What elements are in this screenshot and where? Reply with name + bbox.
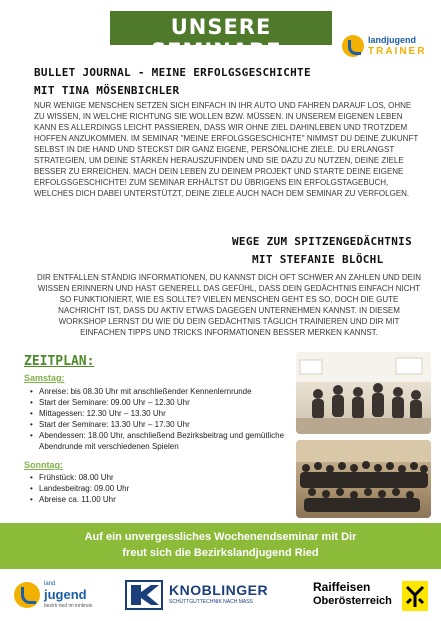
photo-group-silhouettes	[296, 440, 431, 518]
sponsor-raiffeisen	[313, 578, 433, 616]
sponsor-landjugend	[12, 576, 102, 616]
seminar2-description: DIR ENTFALLEN STÄNDIG INFORMATIONEN, DU KANNST DICH OFT SCHWER AN ZAHLEN UND DEIN WISSEN ERINNERN UND HAST GENERELL DAS GEFÜHL, DASS DEIN GEDÄCHTNIS EINFACH NICHT SO FUNKTIONIERT, WIE ES SOLLTE? VIELEN MENSCHEN GEHT ES SO, DOCH DIE GUTE NACHRICHT IST, DASS DU AKTIV ETWAS DAGEGEN UNTERNEHMEN KANNST. IN DIESEM WORKSHOP LERNST DU WIE DU DEIN GEDÄCHTNIS TÄGLICH TRAINIEREN UND DIR MIT EINFACHEN TIPPS UND TRICKS INFORMATIONEN BESSER MERKEN KANNST.	[36, 273, 422, 337]
page-title: UNSERE SEMINARE:	[151, 15, 291, 63]
seminar1-description: NUR WENIGE MENSCHEN SETZEN SICH EINFACH IN IHR AUTO UND FAHREN DARAUF LOS, OHNE ZU WISSEN, IN WELCHE RICHTUNG SIE WOLLEN BZW. MÜSSEN. IN UNSEREM EIGENEN LEBEN KANN ES ALLERDINGS LEICHT PASSIEREN, DASS WIR OHNE ZIEL DAHINLEBEN UND TROTZDEM HOFFEN ANZUKOMMEN. IM SEMINAR "MEINE ERFOLGSGESCHICHTE" NIMMST DU DEINE ZUKUNFT SELBST IN DIE HAND UND STECKST DIR GANZ EIGENE, PERSÖNLICHE ZIELE. DU ERLANGST STRATEGIEN, UM DEINE STÄRKEN HERAUSZUFINDEN UND SIE DAZU ZU NUTZEN, DEINE ZIELE BESSER ZU ERREICHEN. MACH DEIN LEBEN ZU DEINEM PROJEKT UND STARTE DEINE EIGENE ERFOLGSGESCHICHTE! ZUM SEMINAR ERHÄLTST DU ÜBRIGENS EIN ERFOLGSTAGEBUCH, WELCHES DICH DABEI UNTERSTÜTZT, DEINE ZIELE AUCH NACH DEM SEMINAR ZU VERFOLGEN.	[34, 101, 419, 198]
list-item: • Start der Seminare: 09.00 Uhr – 12.30 Uhr	[30, 397, 285, 408]
photo-people-silhouettes	[296, 352, 431, 434]
landjugend-trainer-logo	[342, 33, 427, 63]
sunday-label: Sonntag:	[24, 460, 63, 470]
list-item: • Abendessen: 18.00 Uhr, anschließend Bezirksbeitrag und gemütliche Abendrunde mit verschiedenen Spielen	[30, 430, 285, 452]
list-item: • Mittagessen: 12.30 Uhr – 13.30 Uhr	[30, 408, 285, 419]
list-item: • Start der Seminare: 13.30 Uhr – 17.30 Uhr	[30, 419, 285, 430]
saturday-schedule	[30, 386, 285, 452]
sponsor-knoblinger	[125, 580, 285, 614]
landjugend-tagline: bezirk ried im innkreis	[44, 603, 93, 609]
seminar1-trainer: MIT TINA MÖSENBICHLER	[34, 84, 180, 97]
raiffeisen-region: Oberösterreich	[313, 595, 392, 607]
knoblinger-logo-icon	[125, 580, 163, 610]
seminar-group-photo-indoor	[296, 352, 431, 434]
banner-line-2: freut sich die Bezirkslandjugend Ried	[122, 547, 319, 559]
saturday-label: Samstag:	[24, 373, 65, 383]
seminar1-title: BULLET JOURNAL - MEINE ERFOLGSGESCHICHTE	[34, 66, 311, 79]
landjugend-small-text: land	[44, 581, 56, 587]
headline-banner	[110, 11, 332, 63]
trainer-logo-top-text: landjugend	[368, 35, 416, 45]
landjugend-wordmark: jugend	[44, 587, 87, 602]
knoblinger-subtitle: SCHÜTTGUTTECHNIK NACH MASS	[169, 599, 253, 605]
knoblinger-name: KNOBLINGER	[169, 582, 269, 598]
seminar2-title: WEGE ZUM SPITZENGEDÄCHTNIS	[232, 235, 412, 248]
closing-banner	[0, 523, 441, 569]
list-item: • Anreise: bis 08.30 Uhr mit anschließender Kennenlernrunde	[30, 386, 285, 397]
seminar2-trainer: MIT STEFANIE BLÖCHL	[252, 253, 384, 266]
raiffeisen-gable-icon	[402, 581, 428, 611]
list-item: • Frühstück: 08.00 Uhr	[30, 472, 285, 483]
seminar-group-photo-hall	[296, 440, 431, 518]
schedule-heading: ZEITPLAN:	[24, 354, 95, 369]
landjugend-logo-icon	[14, 582, 40, 608]
list-item: • Landesbeitrag: 09.00 Uhr	[30, 483, 285, 494]
raiffeisen-name: Raiffeisen	[313, 580, 371, 594]
list-item: • Abreise ca. 11.00 Uhr	[30, 494, 285, 505]
trainer-logo-bottom-text: TRAINER	[368, 46, 427, 57]
banner-line-1: Auf ein unvergessliches Wochenendseminar mit Dir	[84, 531, 357, 543]
landjugend-trainer-logo-icon	[342, 35, 364, 57]
sunday-schedule	[30, 472, 285, 505]
